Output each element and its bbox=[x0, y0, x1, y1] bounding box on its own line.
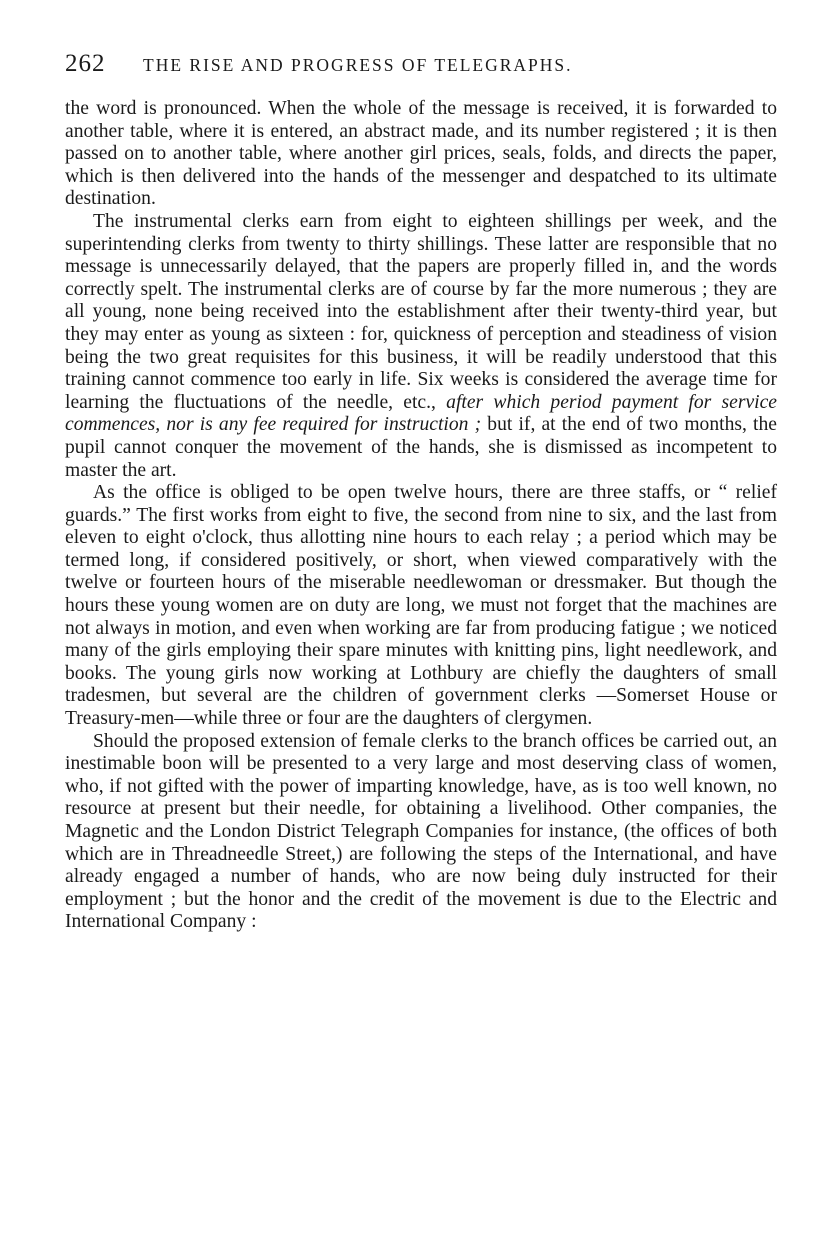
paragraph-clerk-wages bbox=[65, 211, 777, 482]
italic-emphasis: after which period payment for service commences, nor is any fee required for instruction ; bbox=[65, 391, 777, 436]
body-text bbox=[65, 98, 777, 934]
paragraph-text: The instrumental clerks earn from eight to eighteen shillings per week, and the superintending clerks from twenty to thirty shillings. These latter are responsible that no message is unnecessarily delayed, that the papers are properly filled in, and the words correctly spelt. The instrumental clerks are of course by far the more numerous ; they are all young, none being received into the establishment after their twenty-third year, but they may enter as young as sixteen : for, quickness of perception and steadiness of vision being the two great requisites for this business, it will be readily understood that this training cannot commence too early in life. Six weeks is considered the average time for learning the fluctuations of the needle, etc., bbox=[65, 210, 777, 413]
running-head: THE RISE AND PROGRESS OF TELEGRAPHS. bbox=[143, 55, 573, 75]
page-header bbox=[65, 50, 777, 90]
paragraph-continuation: the word is pronounced. When the whole of the message is received, it is forwarded to another table, where it is entered, an abstract made, and its number registered ; it is then passed on to another table, where another girl prices, seals, folds, and directs the paper, which is then delivered into the hands of the messenger and despatched to its ultimate destination. bbox=[65, 98, 777, 210]
page-number: 262 bbox=[65, 50, 106, 77]
paragraph-extension: Should the proposed extension of female clerks to the branch offices be carried out, an inestimable boon will be presented to a very large and most deserving class of women, who, if not gifted with the power of imparting knowledge, have, as is too well known, no resource at present but their needle, for obtaining a livelihood. Other companies, the Magnetic and the London District Telegraph Companies for instance, (the offices of both which are in Threadneedle Street,) are following the steps of the International, and have already engaged a number of hands, who are now being duly instructed for their employment ; but the honor and the credit of the movement is due to the Electric and International Company : bbox=[65, 730, 777, 933]
paragraph-text: but if, at the end of two months, the pupil cannot conquer the movement of the hands, she is dismissed as incompetent to master the art. bbox=[65, 414, 777, 481]
paragraph-relief-guards: As the office is obliged to be open twelve hours, there are three staffs, or “ relief guards.” The first works from eight to five, the second from nine to six, and the last from eleven to eight o'clock, thus allotting nine hours to each relay ; a period which may be termed long, if considered positively, or short, when viewed comparatively with the twelve or fourteen hours of the miserable needlewoman or dressmaker. But though the hours these young women are on duty are long, we must not forget that the machines are not always in motion, and even when working are far from producing fatigue ; we noticed many of the girls employing their spare minutes with knitting pins, light needlework, and books. The young girls now working at Lothbury are chiefly the daughters of small tradesmen, but several are the children of government clerks —Somerset House or Treasury-men—while three or four are the daughters of clergymen. bbox=[65, 482, 777, 730]
